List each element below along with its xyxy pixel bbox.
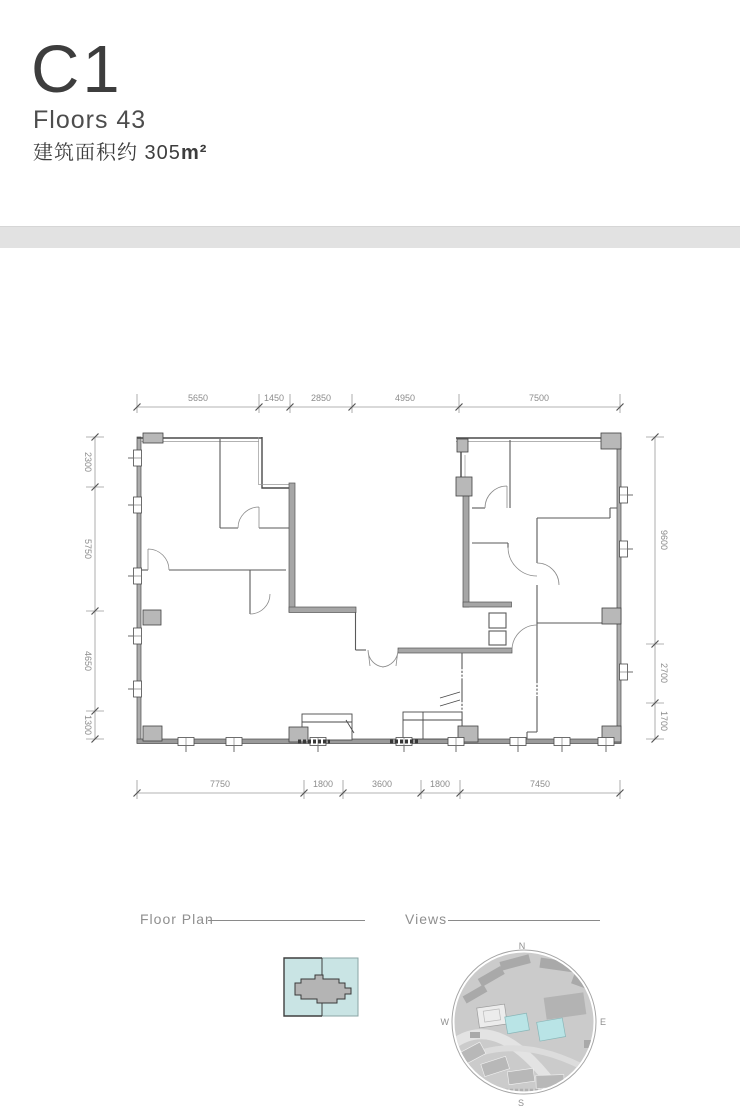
- aerial-photo: [450, 948, 602, 1098]
- floor-plan-rule: [208, 920, 365, 921]
- floor-plan-drawing: [60, 380, 700, 820]
- dim-label: 1450: [263, 393, 285, 403]
- dim-label: 4650: [83, 650, 93, 672]
- dim-label: 1300: [83, 714, 93, 736]
- key-plan: [280, 950, 365, 1022]
- highlighted-tower-1: [505, 1013, 530, 1034]
- area-label: [33, 136, 207, 165]
- area-unit: m²: [180, 142, 208, 164]
- dim-label: 9600: [659, 529, 669, 551]
- dim-label: 2300: [83, 451, 93, 473]
- dim-label: 7450: [529, 779, 551, 789]
- opening-lintels: [462, 667, 537, 712]
- area-text: 建筑面积约 305: [33, 142, 181, 164]
- columns: [143, 433, 621, 742]
- exterior-walls: [137, 437, 621, 744]
- page-title: C1: [31, 32, 123, 107]
- dim-label: 1800: [312, 779, 334, 789]
- views-rule: [448, 920, 600, 921]
- window-mullions: [128, 450, 633, 752]
- divider-band: [0, 226, 740, 248]
- compass-east: E: [600, 1017, 607, 1027]
- dim-label: 4950: [394, 393, 416, 403]
- dim-label: 2700: [659, 662, 669, 684]
- dim-label: 7750: [209, 779, 231, 789]
- compass-west: W: [440, 1017, 449, 1027]
- dim-label: 3600: [371, 779, 393, 789]
- floors-label: Floors 43: [33, 106, 147, 134]
- dim-label: 2850: [310, 393, 332, 403]
- dim-label: 7500: [528, 393, 550, 403]
- interior-walls: [141, 439, 617, 739]
- mullions-right: [620, 487, 634, 680]
- highlighted-tower-2: [537, 1018, 566, 1041]
- compass-north: N: [518, 941, 526, 951]
- platforms: [302, 692, 462, 740]
- compass-south: S: [517, 1098, 525, 1108]
- dimension-labels: [83, 393, 669, 789]
- dim-label: 5650: [187, 393, 209, 403]
- dim-label: 5750: [83, 538, 93, 560]
- dimension-lines: [86, 394, 664, 799]
- dim-label: 1800: [429, 779, 451, 789]
- floor-plan-label: Floor Plan: [140, 911, 214, 927]
- white-roof-building: [477, 1004, 508, 1028]
- views-label: Views: [405, 911, 448, 927]
- dim-label: 1700: [659, 710, 669, 732]
- views-map: [435, 933, 615, 1113]
- dimension-ticks: [92, 404, 659, 797]
